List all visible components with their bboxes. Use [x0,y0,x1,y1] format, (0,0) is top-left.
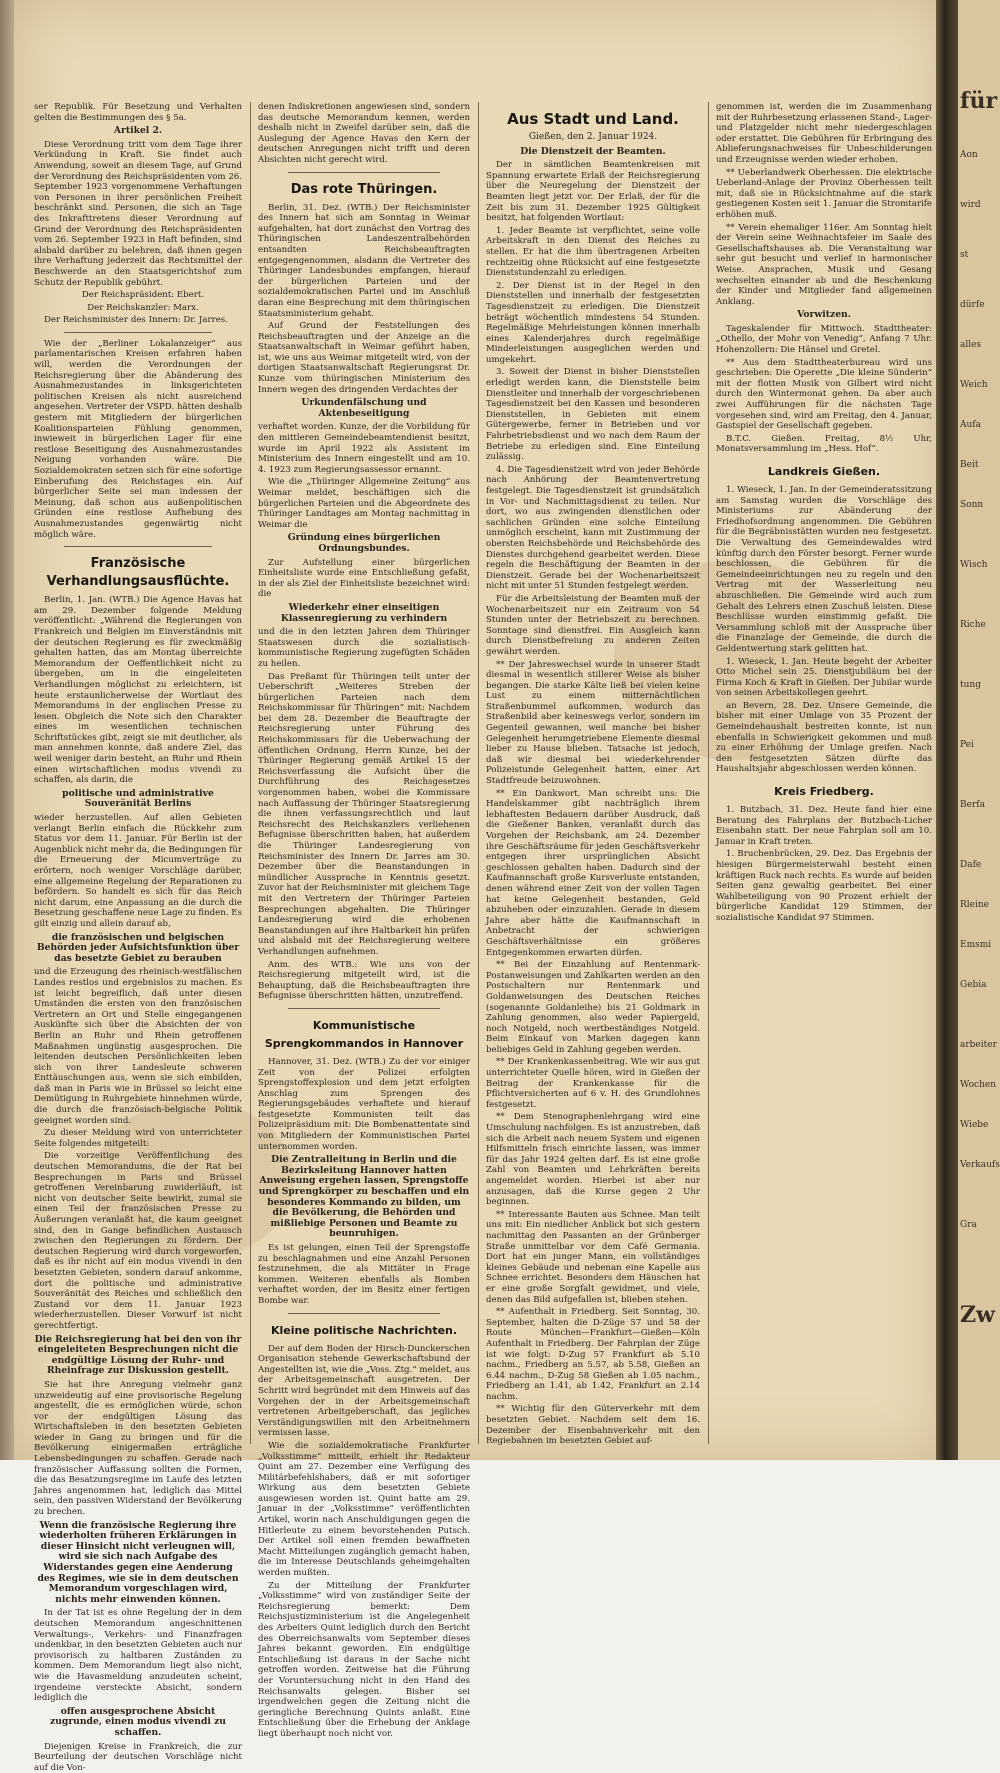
paragraph: ** Der Jahreswechsel wurde in unserer Stadt diesmal in wesentlich stillerer Weise als bisher begangen. Die starke Kälte ließ bei vielen keine Lust zu einem mitternächtlichen Straßenbummel aufkommen, wodurch das Straßenbild aber keineswegs verlor, sondern im Gegenteil gewannen, weil manche bei bisher Gelegenheit herumgetriebene Elemente diesmal lieber zu Hause blieben. Tatsache ist jedoch, daß wir diesmal bei wiederkehrender Polizeistunde Gelegenheit hatten, einer Art Stadtfreude beizuwohnen. [486,660,700,787]
paragraph: Für die Arbeitsleistung der Beamten muß der Wochenarbeitszeit nur ein Zeitraum von 54 Stunden unter der Betriebszeit zu berechnen. Sonntage sind dienstfrei. Ein Ausgleich kann durch Dienstbefreiung zu anderen Zeiten gewährt werden. [486,594,700,658]
paragraph: Das Preßamt für Thüringen teilt unter der Ueberschrift „Weiteres Streben der bürgerlichen Parteien nach dem Reichskommissar für Thüringen“ mit: Nachdem bei dem 28. Dezember die Beauftragte der Reichsregierung unter Führung des Reichskommissars für die Ueberwachung der öffentlichen Ordnung, Herrn Kunze, bei der Thüringer Regierung gemäß Artikel 15 der Reichsverfassung die Aufsicht über die Durchführung des Reichsgesetzes vorgenommen haben, wobei die Kommissare nach Auffassung der Thüringer Staatsregierung die ihnen verfassungsrechtlich und laut Reichsrecht des Reichskanzlers verliehenen Befugnisse überschritten haben, hat außerdem die Thüringer Landesregierung von Reichsminister des Innern Dr. Jarres am 30. Dezember über die Beanstandungen in mündlicher Aussprache in Kenntnis gesetzt. Zuvor hat der Reichsminister mit gleichem Tage mit den Vertretern der Thüringer Parteien Besprechungen abgehalten. Die Thüringer Landesregierung wird die erhobenen Beanstandungen auf ihre Haltbarkeit hin prüfen und alsbald mit der Reichsregierung weitere Verhandlungen aufnehmen. [258,672,470,958]
next-page-fragment: Sonn [960,500,983,511]
subheading: die französischen und belgischen Behörden jeder Aufsichtsfunktion über das besetzte Gebiet zu berauben [34,933,242,965]
headline: Kommunistische Sprengkommandos in Hannover [258,1017,470,1053]
column-left [34,102,242,1446]
paragraph: 1. Jeder Beamte ist verpflichtet, seine volle Arbeitskraft in den Dienst des Reiches zu stellen. Er hat die ihm übertragenen Arbeiten rechtzeitig ohne Rücksicht auf eine festgesetzte Dienststundenzahl zu erledigen. [486,226,700,279]
paragraph: ** Dem Stenographenlehrgang wird eine Umschulung nachfolgen. Es ist anzustreben, daß sich die Arbeit nach neuem System und eigenen Hilfsmitteln frisch einrichte lassen, was immer für das Jahr 1924 gelten darf. Es ist eine große Zahl von Beamten und Lehrkräften bereits angemeldet worden. Hierbei ist aber nur anzusagen, daß die Kurse gegen 2 Uhr beginnen. [486,1112,700,1207]
subheading: Wenn die französische Regierung ihre wiederholten früheren Erklärungen in dieser Hinsicht nicht verleugnen will, wird sie sich nach Aufgabe des Widerstandes gegen eine Aenderung des Regimes, wie sie in dem deutschen Memorandum vorgeschlagen wird, nichts mehr einwenden können. [34,1521,242,1606]
next-page-fragment: Rleine [960,900,989,911]
next-page-fragment: Gebia [960,980,987,991]
paragraph: Zu der Mitteilung der Frankfurter „Volksstimme“ wird von zuständiger Seite der Reichsregierung bemerkt: Dem Reichsjustizministerium ist die Angelegenheit des Arbeiters Quint lediglich durch den Bericht des Oberreichsanwalts vom September dieses Jahres bekannt geworden. Ein endgültige Entschließung ist daraus in der Sache nicht getroffen worden. Zeitweise hat die Führung der Voruntersuchung nicht in den Hand des Reichsanwalts gelegen. Bisher sei irgendwelchen gegen die Zeitung nicht die geringliche Berechnung Quints anlaßt. Eine Entschließung über die Erhebung der Anklage liegt überhaupt noch nicht vor. [258,1581,470,1740]
next-page-fragment: alles [960,340,981,351]
paragraph: ser Republik. Für Besetzung und Verhalten gelten die Bestimmungen des § 5a. [34,102,242,123]
column-right [486,102,700,1446]
subheading: Vorwitzen. [716,310,932,321]
column-middle [258,102,470,1446]
next-page-fragment: Berfa [960,800,985,811]
paragraph: 4. Die Tagesdienstzeit wird von jeder Behörde nach Anhörung der Beamtenvertretung festgelegt. Die Tagesdienstzeit ist grundsätzlich in Vor- und Nachmittagsdienst zu teilen. Nur dort, wo aus zwingenden dienstlichen oder sachlichen Gründen eine solche Einteilung unmöglich erscheint, kann mit Zustimmung der obersten Reichsbehörde und Reichsbehörde des Dienstes durchgehend gearbeitet werden. Diese regeln die Beschäftigung der Beamten in der Dienstzeit. Gerade bei der Wochenarbeitszeit nicht mit unter 51 Stunden festgelegt werden. [486,465,700,592]
paragraph: Es ist gelungen, einen Teil der Sprengstoffe zu beschlagnahmen und eine Anzahl Personen festzunehmen, die als Mittäter in Frage kommen. Weiteren ebenfalls als Bomben verhaftet worden, der im Besitz einer fertigen Bombe war. [258,1243,470,1307]
paragraph: Tageskalender für Mittwoch. Stadttheater: „Othello, der Mohr von Venedig“, Anfang 7 Uhr. Hohenzollern: Die Hänsel und Gretel. [716,324,932,356]
paragraph: ** Ueberlandwerk Oberhessen. Die elektrische Ueberland-Anlage der Provinz Oberhessen teilt mit, daß sie in Rücksichtnahme auf die stark gestiegenen Kosten seit 1. Januar die Stromtarife erhöhen muß. [716,168,932,221]
signature: Der Reichsminister des Innern: Dr. Jarres. [34,315,242,326]
next-page-fragment: Riche [960,620,986,631]
paragraph: In der Tat ist es ohne Regelung der in dem deutschen Memorandum angeschnittenen Verwaltungs-, Verkehrs- und Finanzfragen undenkbar, in den besetzten Gebieten auch nur provisorisch zu haltbaren Zuständen zu kommen. Dem Memorandum liegt also nicht, wie die Havasmeldung anzudeuten scheint, irgendeine versteckte Absicht, sondern lediglich die [34,1608,242,1703]
paragraph: ** Aus dem Stadttheaterbureau wird uns geschrieben: Die Operette „Die kleine Sünderin“ mit der flotten Musik von Gilbert wird nicht durch den Wintermonat gehen. Da aber auch zwei Aufführungen für die nächsten Tage vorgesehen sind, wird am Freitag, den 4. Januar, Gastspiel der Gesellschaft gegeben. [716,358,932,432]
separator [288,1008,440,1009]
column-rule [708,102,709,1444]
paragraph: Diejenigen Kreise in Frankreich, die zur Beurteilung der deutschen Vorschläge nicht auf die Von- [34,1742,242,1773]
headline: Kleine politische Nachrichten. [258,1322,470,1340]
next-page-fragment: Dafe [960,860,981,871]
separator [288,1313,440,1314]
page-fold [936,0,958,1460]
paragraph: Der auf dem Boden der Hirsch-Dunckerschen Organisation stehende Gewerkschaftsbund der Angestellten ist, wie die „Voss. Ztg.“ meldet, aus der Arbeitsgemeinschaft ausgetreten. Der Schritt wird begründet mit dem Hinweis auf das Vorgehen der in der Arbeitsgemeinschaft vertretenen Arbeitgeberschaft, das jegliches Verständigungswillen mit den Arbeitnehmern vermissen lasse. [258,1344,470,1439]
paragraph: ** Wichtig für den Güterverkehr mit dem besetzten Gebiet. Nachdem seit dem 16. Dezember der Eisenbahnverkehr mit den Regiebahnen im besetzten Gebiet auf- [486,1404,700,1446]
paragraph: Wie die sozialdemokratische Frankfurter „Volksstimme“ mitteilt, erhielt ihr Redakteur Quint am 27. Dezember eine Verfügung des Militärbefehlshabers, daß er mit sofortiger Wirkung aus dem besetzten Gebiete ausgewiesen worden ist. Quint hatte am 29. Januar in der „Volksstimme“ veröffentlichten Artikel, worin nach Anschuldigungen gegen die Hitlerleute zu einem bevorstehenden Putsch. Der Artikel soll einen fremden bewaffneten Macht Mitteilungen zugänglich gemacht haben, die im Interesse Deutschlands geheimgehalten werden mußten. [258,1441,470,1579]
paragraph: Auf Grund der Feststellungen des Reichsbeauftragten und der Anzeige an die Staatsanwaltschaft in Weimar geführt haben, ist, wie uns aus Weimar mitgeteilt wird, von der dortigen Staatsanwaltschaft Regierungsrat Dr. Kunze vom thüringischen Ministerium des Innern wegen des dringenden Verdachtes der [258,321,470,395]
paragraph: verhaftet worden. Kunze, der die Vorbildung für den mittleren Gemeindebeamtendienst besitzt, wurde im April 1922 als Assistent im Ministerium des Innern eingestellt und am 10. 4. 1923 zum Regierungsassessor ernannt. [258,422,470,475]
separator [288,172,440,173]
column-far-right [716,102,932,1446]
paragraph: 1. Butzbach, 31. Dez. Heute fand hier eine Beratung des Fahrplans der Butzbach-Licher Eisenbahn statt. Der neue Fahrplan soll am 10. Januar in Kraft treten. [716,805,932,847]
next-page-fragment: Verkaufs [960,1160,1000,1171]
paragraph: 1. Wieseck, 1. Jan. In der Gemeinderatssitzung am Samstag wurden die Vorschläge des Ministeriums zur Abänderung der Friedhofsordnung angenommen. Die Gebühren für die Begräbnisstätten wurden neu festgesetzt. Die Verwaltung des Gemeindewaldes wird künftig durch den Förster besorgt. Ferner wurde beschlossen, die Gebühren für die Gemeindeeinrichtungen neu zu regeln und den Vertrag mit der Wasserleitung neu abzuschließen. Die Gemeinde wird auch zum Gehalt des Lehrers einen Zuschuß leisten. Diese Beschlüsse wurden einstimmig gefaßt. Die Versammlung schloß mit der Aussprache über die Finanzlage der Gemeinde, die durch die Geldentwertung stark gelitten hat. [716,485,932,655]
paragraph: Wie die „Thüringer Allgemeine Zeitung“ aus Weimar meldet, beschäftigen sich die bürgerlichen Parteien und die Abgeordnete des Thüringer Landtages am Montag nachmittag in Weimar die [258,477,470,530]
signature: Der Reichspräsident: Ebert. [34,290,242,301]
next-page-edge [958,0,1000,1460]
paragraph: denen Indiskretionen angewiesen sind, sondern das deutsche Memorandum kennen, werden deshalb nicht in Zweifel darüber sein, daß die Auslegung der Agence Havas den Kern der deutschen Anregungen nicht trifft und deren Absichten nicht gerecht wird. [258,102,470,166]
next-page-fragment: Gra [960,1220,977,1231]
headline: Französische Verhandlungsausflüchte. [34,555,242,591]
paragraph: Der in sämtlichen Beamtenkreisen mit Spannung erwartete Erlaß der Reichsregierung über die Neuregelung der Dienstzeit der Beamten liegt jetzt vor. Der Erlaß, der für die Zeit bis zum 31. Dezember 1925 Gültigkeit besitzt, hat folgenden Wortlaut: [486,160,700,224]
next-page-fragment: Pei [960,740,974,751]
article-label: Artikel 2. [34,126,242,137]
next-page-fragment: Wisch [960,560,987,571]
column-rule [250,102,251,1444]
next-page-fragment: für [960,96,997,107]
next-page-fragment: Wiebe [960,1120,988,1131]
next-page-fragment: Wochen [960,1080,996,1091]
next-page-fragment: Emsmi [960,940,991,951]
next-page-fragment: arbeiter [960,1040,997,1051]
next-page-fragment: dürfe [960,300,985,311]
paragraph: Die vorzeitige Veröffentlichung des deutschen Memorandums, die der Rat bei Besprechungen in Paris und Brüssel getroffenen Vereinbarung zuwiderläuft, ist nicht von deutscher Seite bewirkt, zumal sie einen Teil der französischen Presse zu Äußerungen veranlaßt hat, die kaum geeignet sind, den in Gange befindlichen Austausch zwischen den Regierungen zu fördern. Der deutschen Regierung wird durch vorgeworfen, daß es ihr nicht auf ein modus vivendi in den besetzten Gebieten, sondern darauf ankomme, dort die politische und administrative Souveränität des Reiches und schließlich den Zustand vor dem 11. Januar 1923 wiederherzustellen. Dieser Vorwurf ist nicht gerechtfertigt. [34,1151,242,1331]
column-rule [478,102,479,1444]
next-page-fragment: wird [960,200,981,211]
paragraph: B.T.C. Gießen. Freitag, 8½ Uhr, Monatsversammlung im „Hess. Hof“. [716,434,932,455]
paragraph: ** Der Krankenkassenbeitrag. Wie wir aus gut unterrichteter Quelle hören, wird in Gießen der Beitrag der Krankenkasse für die Pflichtversicherten auf 6 v. H. des Grundlohnes festgesetzt. [486,1057,700,1110]
subheading: Die Zentralleitung in Berlin und die Bezirksleitung Hannover hatten Anweisung ergehen lassen, Sprengstoffe und Sprengkörper zu beschaffen und ein besonderes Kommando zu bilden, um die Bevölkerung, die Behörden und mißliebige Personen und Beamte zu beunruhigen. [258,1155,470,1240]
headline: Das rote Thüringen. [258,181,470,199]
paragraph: 1. Wieseck, 1. Jan. Heute begeht der Arbeiter Otto Michel sein 25. Dienstjubiläum bei der Firma Koch & Kraft in Gießen. Der Jubilar wurde von seinen Arbeitskollegen geehrt. [716,657,932,699]
subheading: Wiederkehr einer einseitigen Klassenregierung zu verhindern [258,603,470,624]
paragraph: 2. Der Dienst ist in der Regel in den Dienststellen und innerhalb der festgesetzten Tagesdienstzeit zu erledigen. Die Dienstzeit beträgt wöchentlich mindestens 54 Stunden. Regelmäßige Mehrleistungen können innerhalb eines Kalenderjahres durch regelmäßige Minderleistungen ausgeglichen werden und umgekehrt. [486,281,700,366]
signature: Der Reichskanzler: Marx. [34,303,242,314]
subheading: Urkundenfälschung und Aktenbeseitigung [258,398,470,419]
scanner-edge [0,0,14,1460]
next-page-fragment: Zw [960,1310,995,1321]
paragraph: Berlin, 31. Dez. (WTB.) Der Reichsminister des Innern hat sich am Sonntag in Weimar aufgehalten, hat dort zunächst den Vortrag des Thüringischen Landeszentralbehörden entsandten Reichsbeauftragten entgegengenommen, alsdann die Vertreter des Thüringer Landesbundes empfangen, hierauf der bürgerlichen Parteien und der sozialdemokratischen Partei und im Anschluß daran eine Besprechung mit dem thüringischen Staatsministerium gehabt. [258,203,470,320]
newspaper-page [14,0,944,1460]
dateline: Gießen, den 2. Januar 1924. [486,132,700,143]
paragraph: an Bevern, 28. Dez. Unsere Gemeinde, die bisher mit einer Umlage von 35 Prozent der Gemeindehaushalt bestreiten konnte, ist nun ebenfalls in Schwierigkeit gekommen und muß zu einer Erhöhung der Umlage greifen. Nach den festgesetzten Sätzen dürfte das Haushaltsjahr abgeschlossen werden können. [716,701,932,775]
paragraph: wieder herzustellen. Auf allen Gebieten verlangt Berlin einfach die Rückkehr zum Status vor dem 11. Januar. Für Berlin ist der Augenblick nicht mehr da, die Bedingungen für die Erneuerung der Micumverträge zu erörtern, noch weniger Vorschläge darüber, eine allgemeine Regelung der Reparationen zu befördern. So handelt es sich für das Reich nicht darum, eine Anpassung an die durch die Besetzung geschaffene neue Lage zu finden. Es gilt einzig und allein darauf ab, [34,813,242,930]
paragraph: Sie hat ihre Anregung vielmehr ganz unzweideutig auf eine provisorische Regelung angestellt, die es ermöglichen würde, schon vor der endgültigen Lösung das Wirtschaftsleben in den besetzten Gebieten wieder in Gang zu bringen und für die Bevölkerung einigermaßen erträgliche Lebensbedingungen zu schaffen. Gerade nach französischer Auffassung sollten die Formen, die das Besatzungsregime im Laufe des letzten Jahres angenommen hat, lediglich das Mittel sein, den passiven Widerstand der Bevölkerung zu brechen. [34,1380,242,1518]
paragraph: ** Interessante Bauten aus Schnee. Man teilt uns mit: Ein niedlicher Anblick bot sich gestern nachmittag den Passanten an der Grünberger Straße unmittelbar vor dem Café Germania. Dort hat ein junger Mann, ein vollständiges kleines Gebäude und nebenan eine Kapelle aus Schnee errichtet. Besonders dem Häuschen hat er eine große Sorgfalt gewidmet, und viele, denen das Bild aufgefallen ist, blieben stehen. [486,1210,700,1305]
section-headline: Landkreis Gießen. [716,463,932,481]
subheading: Die Reichsregierung hat bei den von ihr eingeleiteten Besprechungen nicht die endgültige Lösung der Ruhr- und Rheinfrage zur Diskussion gestellt. [34,1335,242,1377]
paragraph: Berlin, 1. Jan. (WTB.) Die Agence Havas hat am 29. Dezember folgende Meldung veröffentlicht: „Während die Regierungen von Frankreich und Belgien im Einverständnis mit der deutschen Regierung es für zweckmäßig gehalten hatten, das am Montag überreichte Memorandum der Oeffentlichkeit nicht zu übergeben, um in die eingeleiteten Verhandlungen möglichst zu erleichtern, ist heute erstaunlicherweise der Wortlaut des Memorandums in der englischen Presse zu lesen. Obgleich die Note sich den Charakter eines im wesentlichen technischen Schriftstückes gibt, zeigt sie mit deutlicher, als man annehmen konnte, daß andere Ziel, das weil weniger darin besteht, an Ruhr und Rhein einen wirtschaftlichen modus vivendi zu schaffen, als darin, die [34,595,242,786]
next-page-fragment: tung [960,680,981,691]
paragraph: ** Bei der Einzahlung auf Rentenmark-Postanweisungen und Zahlkarten werden an den Postschaltern nur Rentenmark und Goldanweisungen des Deutschen Reiches (sogenannte Goldanleihe) bis 21 Goldmark in Zahlung genommen, also weder Papiergeld, noch Notgeld, noch wertbeständiges Notgeld. Beim Einkauf von Marken dagegen kann beliebiges Geld in Zahlung gegeben werden. [486,960,700,1055]
next-page-fragment: st [960,250,968,261]
next-page-fragment: Weich [960,380,988,391]
paragraph: Hannover, 31. Dez. (WTB.) Zu der vor einiger Zeit von der Polizei erfolgten Sprengstoffexplosion und dem jetzt erfolgten Anschlag zum Sprengen des Regierungsgebäudes verhaftete und hierauf festgesetzte Kommunisten teilt das Polizeipräsidium mit: Die Bombenattentate sind von Mitgliedern der Kommunistischen Partei unternommen worden. [258,1057,470,1152]
separator [64,332,212,333]
paragraph: ** Aufenthalt in Friedberg. Seit Sonntag, 30. September, halten die D-Züge 57 und 58 der Route München—Frankfurt—Gießen—Köln Aufenthalt in Friedberg. Der Fahrplan der Züge ist wie folgt: D-Zug 57 Frankfurt ab 5.10 nachm., Friedberg an 5.57, ab 5.58, Gießen an 6.44 nachm., D-Zug 58 Gießen ab 1.05 nachm., Friedberg an 1.41, ab 1.42, Frankfurt an 2.14 nachm. [486,1307,700,1402]
paragraph: und die in den letzten Jahren dem Thüringer Staatswesen durch die sozialistisch-kommunistische Regierung zugefügten Schäden zu heilen. [258,627,470,669]
paragraph: und die Erzeugung des rheinisch-westfälischen Landes restlos und ergebnislos zu machen. Es ist leicht begreiflich, daß unter diesen Umständen die ersten von den französischen Vertretern an Ort und Stelle eingegangenen Auskünfte sich über die Absichten der von Berlin an Ruhr und Rhein getroffenen Maßnahmen ungünstig ausgesprochen. Die leitenden deutschen Persönlichkeiten leben sich von ihrer Landesleute schweren Enttäuschungen aus, wenn sie sich einbilden, daß man in Paris wie in Brüssel so leicht eine Demütigung in Ruhrgebiete hinnehmen würde, die durch die französisch-belgische Politik geeignet worden sind. [34,967,242,1126]
subheading: Gründung eines bürgerlichen Ordnungsbundes. [258,533,470,554]
section-headline: Aus Stadt und Land. [486,110,700,128]
section-headline: Kreis Friedberg. [716,783,932,801]
separator [64,546,212,547]
paragraph: Zur Aufstellung einer bürgerlichen Einheitsliste wurde eine Entschließung gefaßt, in der als Ziel der Einheitsliste bezeichnet wird: die [258,558,470,600]
paragraph: Diese Verordnung tritt vom dem Tage ihrer Verkündung in Kraft. Sie findet auch Anwendung, soweit an diesem Tage, auf Grund der Verordnung des Reichspräsidenten vom 26. September 1923 vorgenommene Verhaftungen von Personen in ihrer persönlichen Freiheit beschränkt sind. Personen, die sich an Tage des Inkrafttretens dieser Verordnung auf Grund der Verordnung des Reichspräsidenten vom 26. September 1923 in Haft befinden, sind alsbald darüber zu belehren, daß ihnen gegen ihre Verhaftung jederzeit das Rechtsmittel der Beschwerde an den Staatsgerichtshof zum Schutz der Republik gebührt. [34,140,242,288]
next-page-fragment: Aon [960,150,978,161]
next-page-fragment: Beit [960,460,978,471]
paragraph: ** Verein ehemaliger 116er. Am Sonntag hielt der Verein seine Weihnachtsfeier im Saale des Gesellschaftshauses ab. Die Veranstaltung war sehr gut besucht und verlief in harmonischer Weise. Ansprachen, Musik und Gesang wechselten einander ab und die Beschenkung der Kinder und Mitglieder fand allgemeinen Anklang. [716,223,932,308]
paragraph: 3. Soweit der Dienst in bisher Dienststellen erledigt werden kann, die Dienststelle beim Dienstleiter und innerhalb der vorgeschriebenen Tagesdienstzeit bei den Kassen und besonderen Dienststellen, in Gebieten mit einem Gütergewerbe, ferner in Betrieben und vor Fahrbetriebsdienst und wo nach dem Raum der Betriebe zu erledigen sind. Eine Einteilung zulässig. [486,367,700,462]
subheading: Die Dienstzeit der Beamten. [486,147,700,158]
next-page-fragment: Aufa [960,420,981,431]
paragraph: Zu dieser Meldung wird von unterrichteter Seite folgendes mitgeteilt: [34,1128,242,1149]
paragraph: ** Ein Dankwort. Man schreibt uns: Die Handelskammer gibt nachträglich ihrem lebhaftesten Bedauern darüber Ausdruck, daß die Gießener Banken, veranlaßt durch das Vorgehen der Reichsbank, am 24. Dezember ihre Geschäftsräume für jeden Geschäftsverkehr entgegen ihrer ursprünglichen Absicht geschlossen gehalten haben. Dadurch sind der Kaufmannschaft große Kursverluste entstanden, denen während einer Zeit von der vollen Tagen hat keine Gelegenheit bestanden, Geld abzuheben oder einzuzahlen. Gerade in diesem Jahre aber hätte die Kaufmannschaft in Anbetracht der schwierigen Geschäftsverhältnisse ein größeres Entgegenkommen erwarten dürfen. [486,789,700,959]
paragraph: Wie der „Berliner Lokalanzeiger“ aus parlamentarischen Kreisen erfahren haben will, werden die Verordnungen der Reichsregierung über die Abänderung des Ausnahmezustandes in linksgerichteten politischen Kreisen als nicht ausreichend angesehen. Vertreter der VSPD. hätten deshalb gestern mit Mitgliedern der bürgerlichen Koalitionsparteien Fühlung genommen, inwieweit in bürgerlichen Lager für eine restlose Beseitigung des Ausnahmezustandes Neigung vorhanden wäre. Die Sozialdemokraten setzen sich für eine sofortige Einberufung des Reichstages ein. Auf bürgerlicher Seite sei man indessen der Meinung, daß schon aus außenpolitischen Gründen eine restlose Aufhebung des Ausnahmezustandes gegenwärtig nicht möglich wäre. [34,339,242,540]
subheading: politische und administrative Souveränität Berlins [34,789,242,810]
paragraph: genommen ist, werden die im Zusammenhang mit der Ruhrbesetzung erlassenen Stand-, Lager- und Platzgelder nicht mehr niedergeschlagen oder erstattet. Die Gebühren für Erbringung des Ablieferungsnachweises für Unbeschilderungen und Erzeugnisse werden wieder erhoben. [716,102,932,166]
paragraph: Anm. des WTB.: Wie uns von der Reichsregierung mitgeteilt wird, ist die Behauptung, daß die Reichsbeauftragten ihre Befugnisse überschritten hätten, unzutreffend. [258,960,470,1002]
subheading: offen ausgesprochene Absicht zugrunde, einen modus vivendi zu schaffen. [34,1707,242,1739]
paragraph: 1. Bruchenbrücken, 29. Dez. Das Ergebnis der hiesigen Bürgermeisterwahl besteht einen kräftigen Ruck nach rechts. Es wurde auf beiden Seiten ganz gewaltig gearbeitet. Bei einer Wahlbeteiligung von 90 Prozent erhielt der bürgerliche Kandidat 129 Stimmen, der sozialistische Kandidat 97 Stimmen. [716,849,932,923]
